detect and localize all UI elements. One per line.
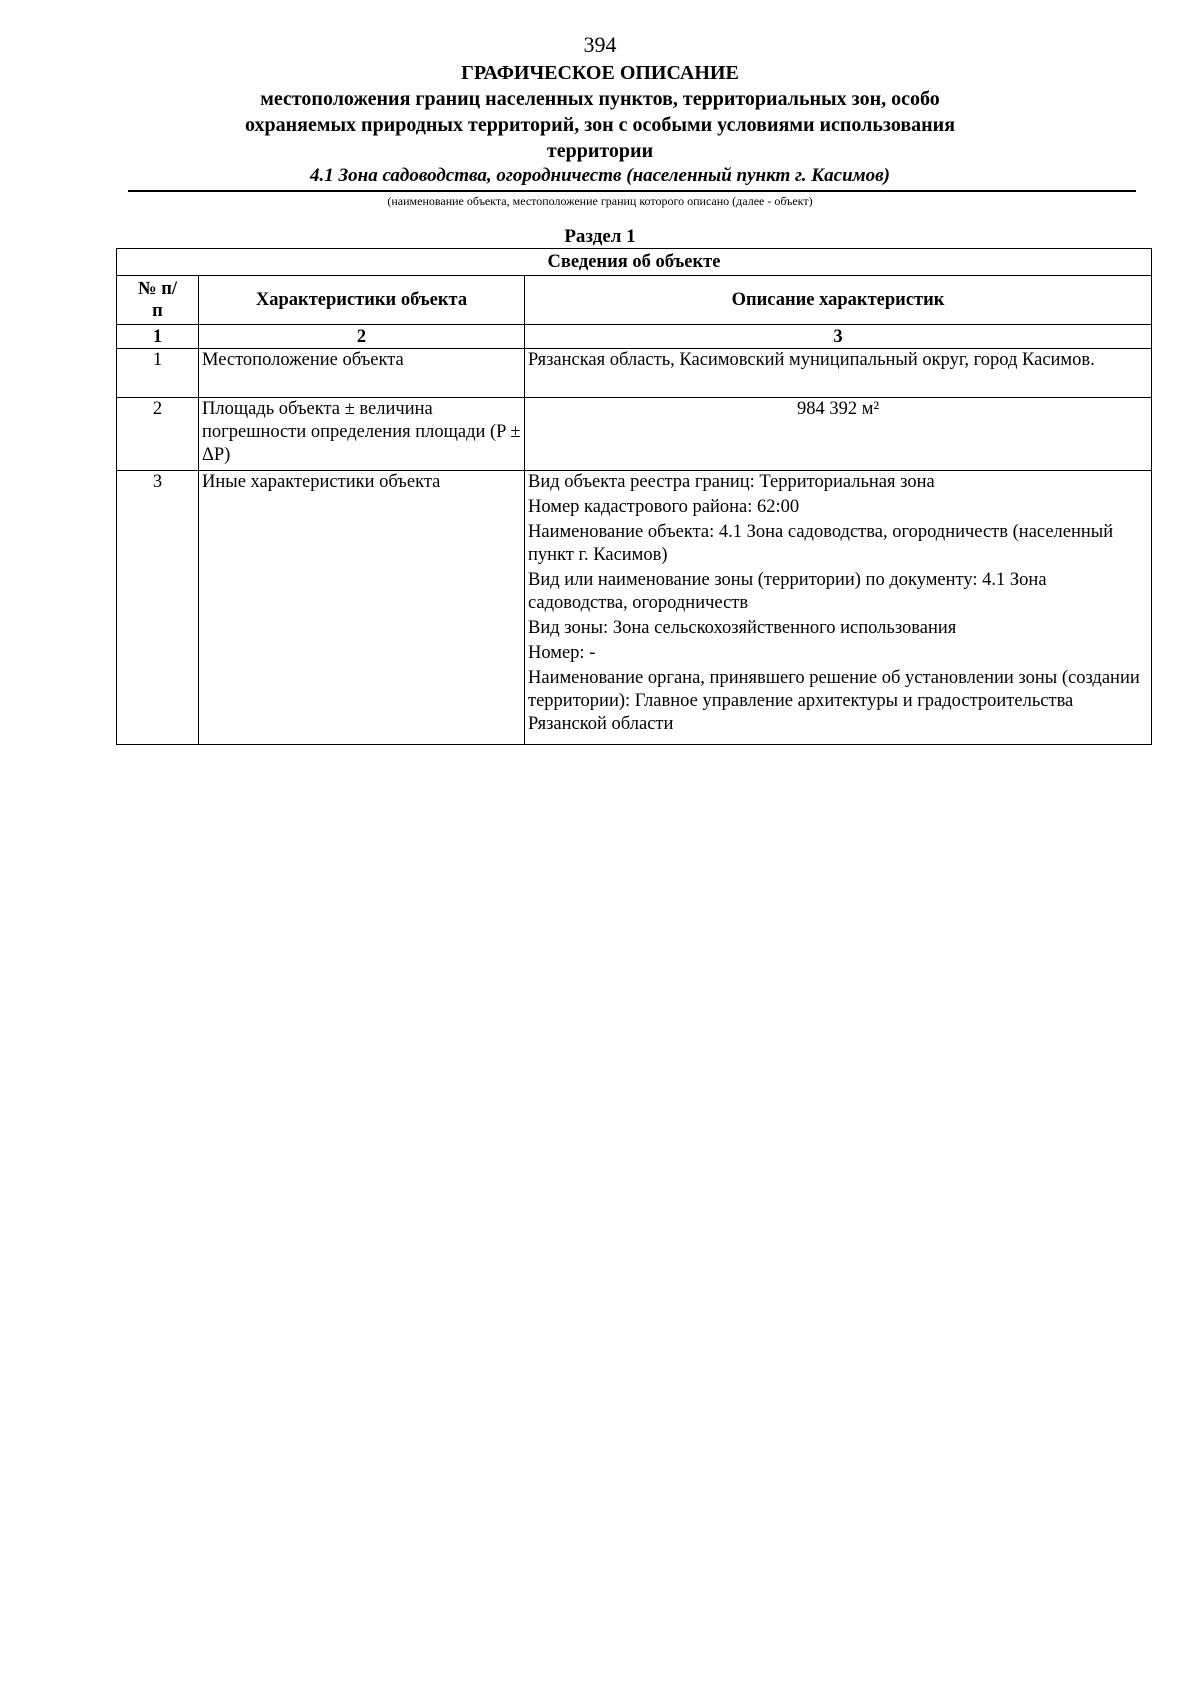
object-name: 4.1 Зона садоводства, огородничеств (населенный пункт г. Касимов) <box>310 165 890 186</box>
description-line: Вид или наименование зоны (территории) по документу: 4.1 Зона садоводства, огородничеств <box>528 570 1047 613</box>
table-row <box>117 349 1152 398</box>
table-caption: Сведения об объекте <box>117 249 1152 276</box>
table-caption-row <box>117 249 1152 276</box>
row-description: 984 392 м² <box>525 398 1152 471</box>
column-number-3: 3 <box>525 325 1152 349</box>
description-line: Наименование органа, принявшего решение об установлении зоны (создании территории): Главное управление архитектуры и градостроительства Рязанской области <box>528 668 1140 734</box>
row-description: Рязанская область, Касимовский муниципальный округ, город Касимов. <box>525 349 1152 398</box>
row-description <box>525 471 1152 745</box>
header-number: № п/п <box>117 276 199 325</box>
page-number: 394 <box>583 32 617 57</box>
description-line: Номер кадастрового района: 62:00 <box>528 497 800 517</box>
object-caption: (наименование объекта, местоположение границ которого описано (далее - объект) <box>387 194 813 208</box>
document-subtitle: местоположения границ населенных пунктов, территориальных зон, особо охраняемых природных территорий, зон с особыми условиями использования территории <box>244 88 956 162</box>
table-row <box>117 471 1152 745</box>
row-characteristic: Иные характеристики объекта <box>199 471 525 745</box>
table-row <box>117 398 1152 471</box>
description-line: Номер: - <box>528 643 596 663</box>
column-number-1: 1 <box>117 325 199 349</box>
row-characteristic: Площадь объекта ± величина погрешности определения площади (P ± ΔP) <box>199 398 525 471</box>
header-description: Описание характеристик <box>525 276 1152 325</box>
row-number: 3 <box>117 471 199 745</box>
object-info-table <box>116 248 1152 745</box>
document-title: ГРАФИЧЕСКОЕ ОПИСАНИЕ <box>461 62 739 84</box>
section-title: Раздел 1 <box>564 226 636 247</box>
column-numbers-row <box>117 325 1152 349</box>
table-header-row <box>117 276 1152 325</box>
header-characteristic: Характеристики объекта <box>199 276 525 325</box>
description-line: Наименование объекта: 4.1 Зона садоводства, огородничеств (населенный пункт г. Касимов) <box>528 522 1114 565</box>
column-number-2: 2 <box>199 325 525 349</box>
row-number: 2 <box>117 398 199 471</box>
object-name-underline <box>128 190 1136 192</box>
row-number: 1 <box>117 349 199 398</box>
row-characteristic: Местоположение объекта <box>199 349 525 398</box>
description-line: Вид объекта реестра границ: Территориальная зона <box>528 472 935 492</box>
description-line: Вид зоны: Зона сельскохозяйственного использования <box>528 618 957 638</box>
